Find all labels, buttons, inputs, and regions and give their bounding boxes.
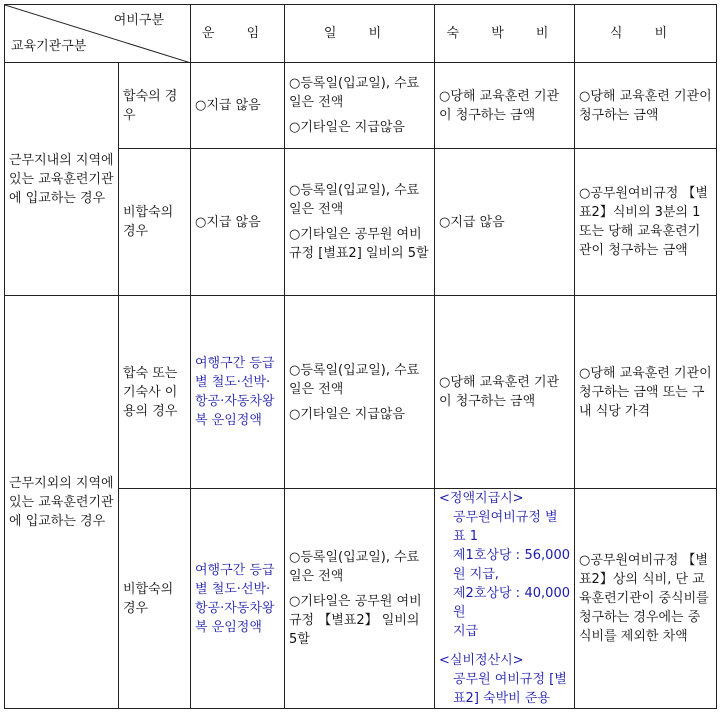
fixed-payment-end: 지급 — [453, 624, 479, 639]
actual-cost-text: 공무원 여비규정 [별표2] 숙박비 준용 — [453, 672, 567, 706]
lodging-cell: ○당해 교육훈련 기관이 청구하는 금액 — [435, 63, 575, 149]
meal-cell: ○공무원여비규정 【별표2】식비의 3분의 1 또는 당해 교육훈련기관이 청구하는 금액 — [575, 149, 717, 296]
grade2-label: 제2호상당 : — [453, 586, 521, 601]
group-label-cell: 근무지외의 지역에 있는 교육훈련기관에 입교하는 경우 — [5, 296, 119, 709]
subgroup-cell: 합숙의 경우 — [119, 63, 191, 149]
corner-header-cell — [5, 5, 191, 63]
corner-bottom-label: 교육기관구분 — [11, 39, 87, 54]
grade1-value: 56,000 — [524, 548, 570, 563]
grade1-unit: 원 지급, — [453, 567, 499, 582]
meal-cell: ○당해 교육훈련 기관이 청구하는 금액 — [575, 63, 717, 149]
daily-item: ○등록일(입교일), 수료일은 전액 — [289, 76, 420, 110]
fare-cell: ○지급 않음 — [191, 149, 285, 296]
meal-cell: ○공무원여비규정 【별표2】상의 식비, 단 교육훈련기관이 중식비를 청구하는 경우에는 중식비를 제외한 차액 — [575, 489, 717, 709]
fare-cell: 여행구간 등급별 철도·선박·항공·자동차왕복 운임정액 — [191, 296, 285, 489]
daily-item: ○등록일(입교일), 수료일은 전액 — [289, 362, 420, 397]
daily-cell — [285, 149, 435, 296]
daily-item: ○기타일은 공무원 여비규정 [별표2] 일비의 5할 — [289, 227, 429, 261]
daily-item: ○기타일은 지급않음 — [289, 406, 405, 422]
daily-item: ○기타일은 공무원 여비규정 【별표2】 일비의 5할 — [289, 594, 422, 647]
daily-cell — [285, 296, 435, 489]
actual-cost-title: <실비정산시> — [439, 653, 524, 668]
table-row — [5, 296, 717, 489]
col-header-fare: 운 임 — [191, 5, 285, 63]
subgroup-cell: 비합숙의 경우 — [119, 489, 191, 709]
header-row — [5, 5, 717, 63]
group-label-cell: 근무지내의 지역에 있는 교육훈련기관에 입교하는 경우 — [5, 63, 119, 296]
lodging-cell — [435, 489, 575, 709]
fare-cell: 여행구간 등급별 철도·선박·항공·자동차왕복 운임정액 — [191, 489, 285, 709]
daily-item: ○기타일은 지급않음 — [289, 120, 405, 135]
daily-cell — [285, 63, 435, 149]
col-header-meal: 식 비 — [575, 5, 717, 63]
fixed-payment-intro: 공무원여비규정 별표 1 — [453, 510, 558, 544]
col-header-lodging: 숙 박 비 — [435, 5, 575, 63]
daily-cell — [285, 489, 435, 709]
lodging-cell: ○지급 않음 — [435, 149, 575, 296]
subgroup-cell: 합숙 또는 기숙사 이용의 경우 — [119, 296, 191, 489]
daily-item: ○등록일(입교일), 수료일은 전액 — [289, 183, 420, 217]
grade2-value: 40,000 — [524, 586, 570, 601]
table-row — [5, 63, 717, 149]
travel-expense-table — [4, 4, 717, 709]
fare-cell: ○지급 않음 — [191, 63, 285, 149]
col-header-daily: 일 비 — [285, 5, 435, 63]
meal-cell: ○당해 교육훈련 기관이 청구하는 금액 또는 구내 식당 가격 — [575, 296, 717, 489]
grade2-line — [439, 584, 570, 603]
grade2-unit: 원 — [453, 605, 466, 620]
fixed-payment-title: <정액지급시> — [439, 491, 524, 506]
corner-top-label: 여비구분 — [113, 13, 164, 28]
grade1-label: 제1호상당 : — [453, 548, 521, 563]
lodging-cell: ○당해 교육훈련 기관이 청구하는 금액 — [435, 296, 575, 489]
daily-item: ○등록일(입교일), 수료일은 전액 — [289, 550, 420, 584]
subgroup-cell: 비합숙의 경우 — [119, 149, 191, 296]
grade1-line — [439, 546, 570, 565]
